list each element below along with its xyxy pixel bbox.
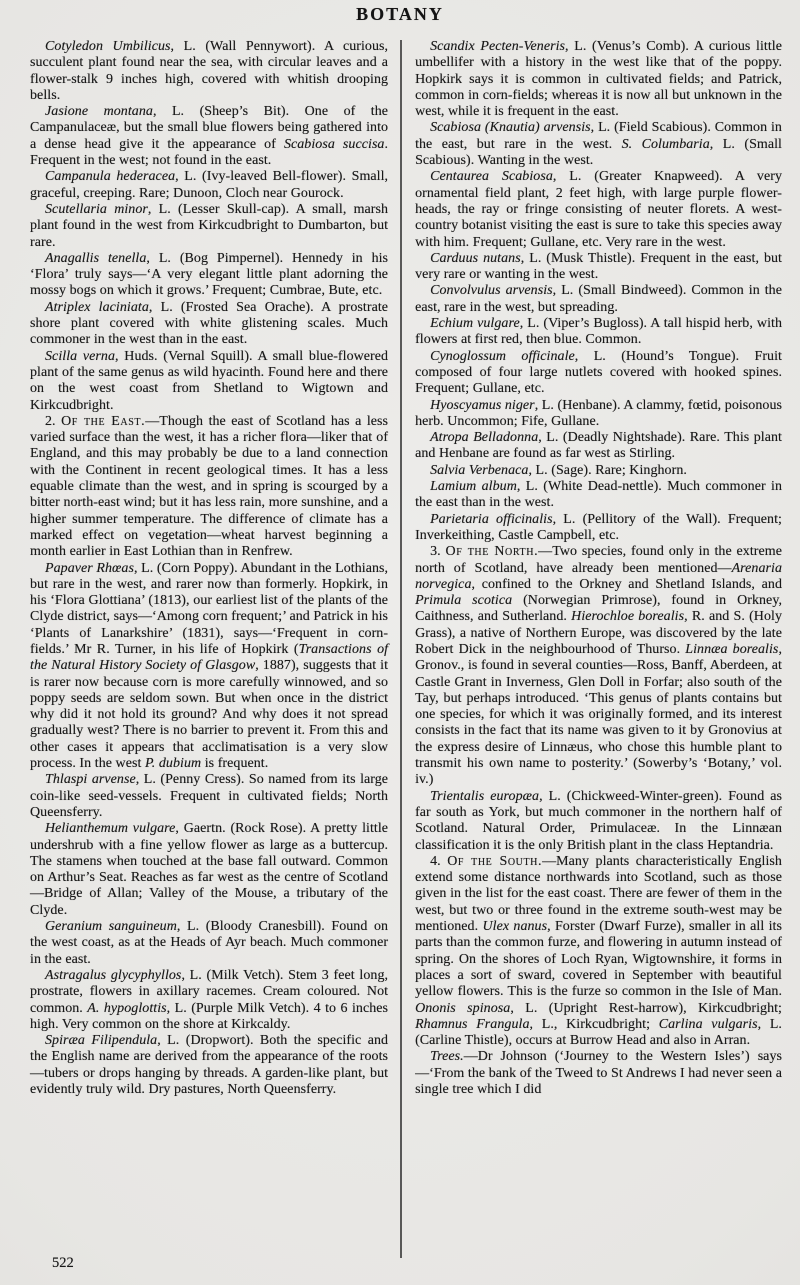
body-text: , L. (Small Scabious). Wanting in the west. <box>415 136 782 169</box>
species-name: Echium vulgare <box>430 316 520 332</box>
body-text: , L. (Dropwort). Both the specific and the English name are derived from the appearance of the roots—tubers or drops hanging by threads. A garden-like plant, but evidently truly wild. Dry pastures, North Queensferry. <box>30 1033 389 1097</box>
paragraph <box>415 169 782 250</box>
paragraph <box>30 772 388 821</box>
paragraph <box>30 39 388 104</box>
body-text: , L. (Milk Vetch). Stem 3 feet long, prostrate, flowers in axillary racemes. Cream coloured. Not common. <box>30 967 389 1016</box>
species-name: Hyoscyamus niger <box>430 397 535 413</box>
page-title: BOTANY <box>356 4 444 24</box>
species-name: Cotyledon Umbilicus <box>45 39 171 54</box>
body-text: , 1887), suggests that it is rarer now because corn is more carefully winnowed, and so poppy seeds are seldom sown. But when once in the district why did it not hold its ground? And why does it not spread gradually west? There is no barrier to prevent it. From this and other cases it appears that acclimatisation is a very slow process. In the west <box>30 658 389 772</box>
body-text: , L. (Wall Pennywort). A curious, succulent plant found near the sea, with circular leaves and a flower-stalk 9 inches high, covered with whitish drooping bells. <box>30 39 389 103</box>
body-text: , L. (Pellitory of the Wall). Frequent; Inverkeithing, Castle Campbell, etc. <box>415 511 782 543</box>
species-name: Centaurea Scabiosa <box>430 169 553 185</box>
body-text: , L. (Henbane). A clammy, fœtid, poisonous herb. Uncommon; Fife, Gullane. <box>415 397 783 429</box>
body-text: , L. (Frosted Sea Orache). A prostrate shore plant covered with white glistening scales. Much commoner in the west than in the east. <box>30 299 389 348</box>
paragraph <box>30 169 388 202</box>
paragraph <box>415 544 782 788</box>
species-name: Scilla verna <box>45 348 116 364</box>
body-text: —Dr Johnson (‘Journey to the Western Isles’) says—‘From the bank of the Tweed to St Andrews I had never seen a single tree which I did <box>415 1049 782 1097</box>
paragraph <box>415 789 782 854</box>
paragraph <box>415 283 782 316</box>
body-text: , L. (Deadly Nightshade). Rare. This plant and Henbane are found as far west as Stirling. <box>415 430 782 462</box>
body-text: , L. (Small Bindweed). Common in the east, rare in the west, but spreading. <box>415 283 782 315</box>
paragraph <box>415 1049 782 1098</box>
body-text: —Many plants characteristically English extend some distance northwards into Scotland, such as those given in the list for the east coast. There are fewer of them in the west, but two or three found in the extreme south-west may be mentioned. <box>415 853 782 935</box>
paragraph <box>30 414 388 561</box>
species-name: Salvia Verbenaca <box>430 462 529 478</box>
body-text: , confined to the Orkney and Shetland Islands, and <box>471 576 782 592</box>
species-name: Transactions of the Natural History Society of Glasgow <box>30 641 389 674</box>
body-text: 4. <box>430 853 448 869</box>
body-text: , L. (Bloody Cranesbill). Found on the west coast, as at the Heads of Ayr beach. Much commoner in the east. <box>30 919 389 967</box>
body-text: , L. (Hound’s Tongue). Fruit composed of four large nutlets covered with hooked spines. Frequent; Gullane, etc. <box>415 348 782 397</box>
body-text: , L. (Sage). Rare; Kinghorn. <box>528 462 687 478</box>
column-divider-rule <box>400 40 402 1258</box>
body-text: 3. <box>430 544 446 560</box>
species-name: Geranium sanguineum <box>45 919 177 935</box>
paragraph <box>415 398 782 431</box>
species-name: P. dubium <box>144 756 202 772</box>
body-text: , L. (Chickweed-Winter-green). Found as far south as York, but much commoner in the northern half of Scotland. Natural Order, Primulaceæ. In the Linnæan classification it is the only British plant in the class Heptandria. <box>415 788 782 853</box>
species-name: Lamium album <box>430 479 517 495</box>
paragraph <box>30 104 388 169</box>
paragraph <box>415 251 782 284</box>
species-name: Rhamnus Frangula <box>415 1016 530 1032</box>
paragraph <box>415 349 782 398</box>
paragraph <box>30 561 388 773</box>
species-name: Convolvulus arvensis <box>430 283 553 299</box>
species-name: A. hypoglottis <box>87 1000 167 1016</box>
paragraph <box>30 300 388 349</box>
body-text: , R. and S. (Holy Grass), a native of Northern Europe, was discovered by the late Robert Dick in the neighbourhood of Thurso. <box>415 609 782 657</box>
body-text: , L. (Bog Pimpernel). Hennedy in his ‘Flora’ truly says—‘A very elegant little plant adorning the mossy bogs on which it grows.’ Frequent; Cumbrae, Bute, etc. <box>30 250 389 299</box>
paragraph <box>30 821 388 919</box>
body-text: , L., Kirkcudbright; <box>529 1016 659 1032</box>
section-heading: Of the North. <box>445 544 539 560</box>
paragraph <box>415 120 782 169</box>
body-text: , L. (Lesser Skull-cap). A small, marsh plant found in the west from Kirkcudbright to Dumbarton, but rare. <box>30 201 389 250</box>
paragraph <box>415 854 782 1050</box>
species-name: Helianthemum vulgare <box>45 821 176 837</box>
paragraph <box>30 349 388 414</box>
paragraph <box>415 479 782 512</box>
body-text: , Gronov., is found in several counties—Ross, Banff, Aberdeen, at Castle Grant in Inverness, Glen Doll in Forfar; also south of the Tay, but perhaps introduced. ‘This genus of plants contains but one species, for which it was originally formed, and its interest consists in the fact that its name was given to it by Gronovius at the express desire of Linnæus, who chose this humble plant to transmit his own name to posterity.’ (Sowerby’s ‘Botany,’ vol. iv.) <box>415 641 782 788</box>
species-name: Atriplex laciniata <box>45 299 149 315</box>
body-text: , Huds. (Vernal Squill). A small blue-flowered plant of the same genus as wild hyacinth. Found here and there on the west coast from Shetland to Wigtown and Kirkcudbright. <box>30 348 389 413</box>
species-name: Cynoglossum officinale <box>430 348 575 364</box>
body-text: is frequent. <box>201 756 269 772</box>
species-name: Scabiosa succisa <box>283 136 385 152</box>
species-name: Spiræa Filipendula <box>45 1033 158 1049</box>
species-name: Carduus nutans <box>430 250 521 266</box>
body-text: , Gaertn. (Rock Rose). A pretty little undershrub with a fine yellow flower as large as a buttercup. The stamens when touched at the base fall outward. Common on Arthur’s Seat. Reaches as far west as the centre of Scotland—Bridge of Allan; Valley of the Mouse, a tributary of the Clyde. <box>30 821 389 918</box>
body-text: —Two species, found only in the extreme north of Scotland, have already been mentioned— <box>415 544 782 576</box>
paragraph <box>30 968 388 1033</box>
page-number: 522 <box>52 1255 74 1271</box>
body-text: —Though the east of Scotland has a less varied surface than the west, it has a richer flora—liker that of England, and this may probably be due to a land connection with the Continent in recent geological times. It has a less equable climate than the west, and in spring is scourged by a bitter north-east wind; but it has less rain, more sunshine, and a higher summer temperature. The difference of climate has a marked effect on vegetation—wheat harvest beginning a month earlier in East Lothian than in Renfrew. <box>30 413 389 560</box>
paragraph <box>30 919 388 968</box>
species-name: Anagallis tenella <box>45 250 147 266</box>
species-name: Scabiosa (Knautia) arvensis <box>430 120 591 136</box>
body-text: . Frequent in the west; not found in the east. <box>30 136 389 169</box>
body-text: , L. (Carline Thistle), occurs at Burrow Head and also in Arran. <box>415 1016 782 1049</box>
species-name: Linnæa borealis <box>685 641 779 657</box>
species-name: Ulex nanus <box>482 919 548 935</box>
paragraph <box>415 39 782 120</box>
species-name: Parietaria officinalis <box>430 511 553 527</box>
paragraph <box>415 512 782 545</box>
species-name: Thlaspi arvense <box>45 772 136 788</box>
paragraph <box>30 202 388 251</box>
section-heading: Of the South. <box>447 853 543 869</box>
body-text: , L. (Viper’s Bugloss). A tall hispid herb, with flowers at first red, then blue. Common. <box>415 316 782 348</box>
body-text: , Forster (Dwarf Furze), smaller in all its parts than the common furze, and flowering in autumn instead of spring. On the shores of Loch Ryan, Wigtownshire, it forms in places a sort of sward, covered in September with beautiful yellow flowers. This is the furze so common in the Isle of Man. <box>415 919 782 1000</box>
text-columns <box>30 39 782 1098</box>
species-name: Ononis spinosa <box>415 1000 511 1016</box>
species-name: Carlina vulgaris <box>658 1016 758 1032</box>
species-name: Campanula hederacea <box>45 169 176 185</box>
body-text: , L. (Sheep’s Bit). One of the Campanulaceæ, but the small blue flowers being gathered into a dense head give it the appearance of <box>30 104 389 152</box>
body-text: (Norwegian Primrose), found in Orkney, Caithness, and Sutherland. <box>415 593 783 625</box>
body-text: , L. (Ivy-leaved Bell-flower). Small, graceful, creeping. Rare; Dunoon, Cloch near Gourock. <box>30 169 389 201</box>
body-text: , L. (Venus’s Comb). A curious little umbellifer with a history in the west like that of the poppy. Hopkirk says it is common in cultivated fields; and Patrick, common in corn-fields; whereas it is now all but unknown in the west, while it is frequent in the east. <box>415 39 782 120</box>
species-name: Primula scotica <box>415 593 513 609</box>
body-text: , L. (White Dead-nettle). Much commoner in the east than in the west. <box>415 479 783 511</box>
section-heading: Of the East. <box>61 413 146 429</box>
body-text: , L. (Musk Thistle). Frequent in the east, but very rare or wanting in the west. <box>415 250 782 283</box>
species-name: Jasione montana <box>45 104 153 120</box>
species-name: Scutellaria minor <box>45 201 148 217</box>
species-name: Trees. <box>430 1049 464 1065</box>
right-column <box>415 39 782 1098</box>
species-name: Atropa Belladonna <box>430 430 539 446</box>
species-name: Trientalis europæa <box>430 788 540 804</box>
paragraph <box>30 1033 388 1098</box>
paragraph <box>415 463 782 479</box>
body-text: , L. (Greater Knapweed). A very ornamental field plant, 2 feet high, with large purple flower-heads, the ray or fringe consisting of neuter florets. A west-country botanist visiting the east is sure to take this species away with him. Frequent; Gullane, etc. Very rare in the west. <box>415 169 782 250</box>
body-text: , L. (Corn Poppy). Abundant in the Lothians, but rare in the west, and rarer now than formerly. Hopkirk, in his ‘Flora Glottiana’ (1813), our earliest list of the plants of the Clyde district, says—‘Among corn frequent;’ and Patrick in his ‘Plants of Lanarkshire’ (1831), says—‘Frequent in corn-fields.’ Mr R. Turner, in his life of Hopkirk ( <box>30 560 389 657</box>
left-column <box>30 39 388 1098</box>
paragraph <box>415 316 782 349</box>
body-text: , L. (Upright Rest-harrow), Kirkcudbright; <box>510 1000 782 1016</box>
species-name: Papaver Rhœas <box>45 560 134 576</box>
body-text: 2. <box>45 413 62 429</box>
species-name: Hierochloe borealis <box>571 609 685 625</box>
species-name: Astragalus glycyphyllos <box>45 967 182 983</box>
body-text: , L. (Penny Cress). So named from its large coin-like seed-vessels. Frequent in cultivated fields; North Queensferry. <box>30 772 389 820</box>
paragraph <box>415 430 782 463</box>
species-name: Arenaria norvegica <box>415 560 782 592</box>
paragraph <box>30 251 388 300</box>
body-text: , L. (Field Scabious). Common in the east, but rare in the west. <box>415 120 782 152</box>
species-name: Scandix Pecten-Veneris <box>430 39 566 54</box>
body-text: , L. (Purple Milk Vetch). 4 to 6 inches high. Very common on the shore at Kirkcaldy. <box>30 1000 389 1032</box>
species-name: S. Columbaria <box>621 136 710 152</box>
